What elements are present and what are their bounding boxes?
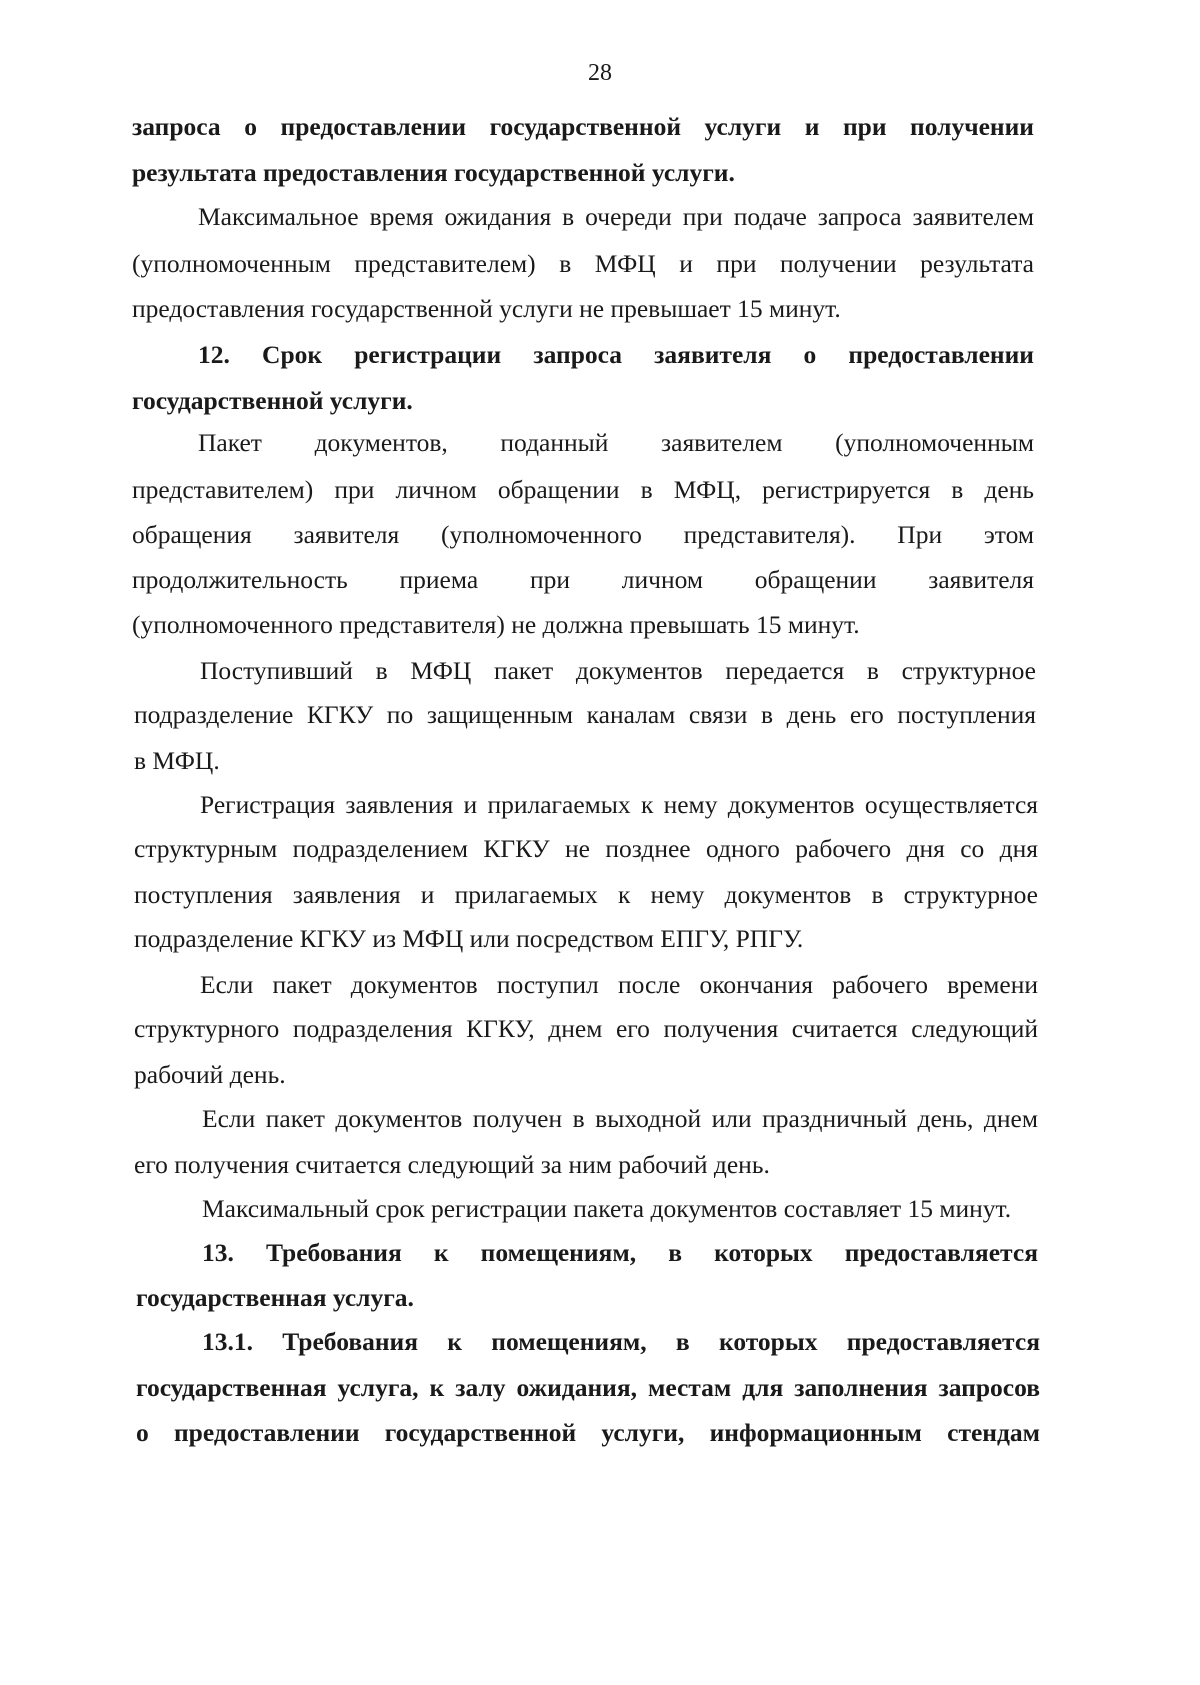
text-line: подразделение КГКУ из МФЦ или посредством ЕПГУ, РПГУ. xyxy=(134,924,804,953)
text-line: Поступивший в МФЦ пакет документов передается в структурное xyxy=(200,656,1036,685)
page-number: 28 xyxy=(588,60,612,86)
text-line: в МФЦ. xyxy=(134,746,220,775)
text-line: Максимальный срок регистрации пакета документов составляет 15 минут. xyxy=(202,1194,1012,1223)
text-line: Пакет документов, поданный заявителем (уполномоченным xyxy=(198,428,1034,457)
section-heading-13-1: 13.1. Требования к помещениям, в которых предоставляется xyxy=(202,1327,1040,1356)
section-heading-12: государственной услуги. xyxy=(132,386,413,415)
text-line: (уполномоченного представителя) не должна превышать 15 минут. xyxy=(132,610,860,639)
text-line: рабочий день. xyxy=(134,1060,286,1089)
text-line: Максимальное время ожидания в очереди при подаче запроса заявителем xyxy=(198,202,1034,231)
section-heading-13: государственная услуга. xyxy=(136,1283,414,1312)
text-line: структурным подразделением КГКУ не позднее одного рабочего дня со дня xyxy=(134,834,1038,863)
section-heading-13-1: о предоставлении государственной услуги, информационным стендам xyxy=(136,1418,1040,1447)
section-heading-13-1: государственная услуга, к залу ожидания, местам для заполнения запросов xyxy=(136,1373,1040,1402)
text-line-heading-continuation: запроса о предоставлении государственной услуги и при получении xyxy=(132,112,1034,141)
text-line-heading-continuation: результата предоставления государственной услуги. xyxy=(132,158,735,187)
text-line: продолжительность приема при личном обращении заявителя xyxy=(132,565,1034,594)
text-line: Если пакет документов поступил после окончания рабочего времени xyxy=(200,970,1038,999)
section-heading-13: 13. Требования к помещениям, в которых предоставляется xyxy=(202,1238,1038,1267)
text-line: Регистрация заявления и прилагаемых к нему документов осуществляется xyxy=(200,790,1038,819)
text-line: предоставления государственной услуги не превышает 15 минут. xyxy=(132,294,841,323)
text-line: (уполномоченным представителем) в МФЦ и при получении результата xyxy=(132,249,1034,278)
text-line: обращения заявителя (уполномоченного представителя). При этом xyxy=(132,520,1034,549)
text-line: подразделение КГКУ по защищенным каналам связи в день его поступления xyxy=(134,700,1036,729)
text-line: поступления заявления и прилагаемых к нему документов в структурное xyxy=(134,880,1038,909)
section-heading-12: 12. Срок регистрации запроса заявителя о предоставлении xyxy=(198,340,1034,369)
text-line: структурного подразделения КГКУ, днем его получения считается следующий xyxy=(134,1014,1038,1043)
text-line: представителем) при личном обращении в МФЦ, регистрируется в день xyxy=(132,475,1034,504)
text-line: Если пакет документов получен в выходной или праздничный день, днем xyxy=(202,1104,1038,1133)
text-line: его получения считается следующий за ним рабочий день. xyxy=(134,1150,770,1179)
